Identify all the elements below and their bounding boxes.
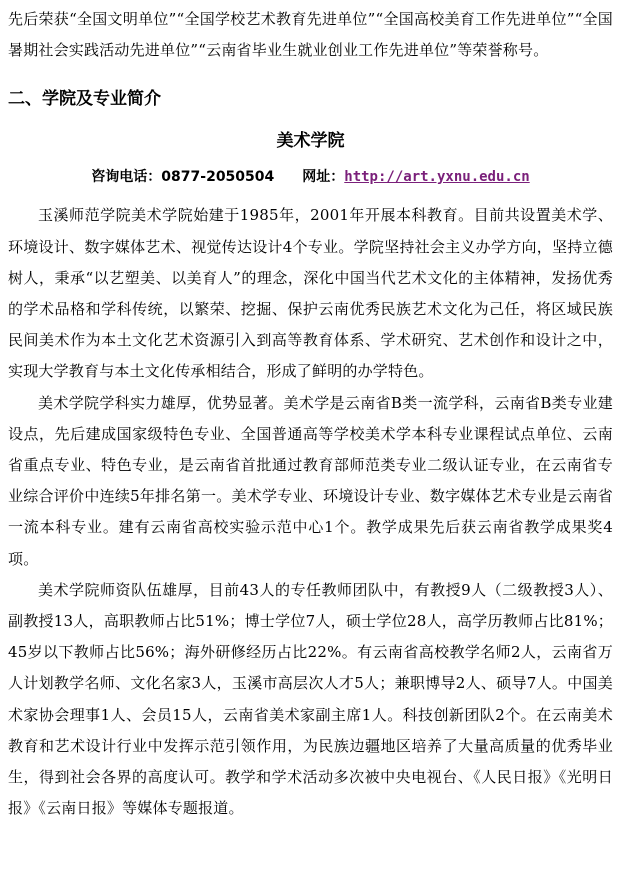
website-link[interactable]: http://art.yxnu.edu.cn bbox=[344, 169, 530, 186]
contact-line bbox=[8, 164, 613, 190]
college-paragraph-2: 美术学院学科实力雄厚，优势显著。美术学是云南省B类一流学科，云南省B类专业建设点，先后建成国家级特色专业、全国普通高等学校美术学本科专业课程试点单位、云南省重点专业、特色专业，是云南省首批通过教育部师范类专业二级认证专业，在云南省专业综合评价中连续5年排名第一。美术学专业、环境设计专业、数字媒体艺术专业是云南省一流本科专业。建有云南省高校实验示范中心1个。教学成果先后获云南省教学成果奖4项。 bbox=[8, 393, 613, 568]
college-paragraph-3: 美术学院师资队伍雄厚，目前43人的专任教师团队中，有教授9人（二级教授3人）、副教授13人，高职教师占比51%；博士学位7人，硕士学位28人，高学历教师占比81%；45岁以下教师占比56%；海外研修经历占比22%。有云南省高校教学名师2人，云南省万人计划教学名师、文化名家3人，玉溪市高层次人才5人；兼职博导2人、硕导7人。中国美术家协会理事1人、会员15人，云南省美术家副主席1人。科技创新团队2个。在云南美术教育和艺术设计行业中发挥示范引领作用，为民族边疆地区培养了大量高质量的优秀毕业生，得到社会各界的高度认可。教学和学术活动多次被中央电视台、《人民日报》《光明日报》《云南日报》等媒体专题报道。 bbox=[8, 580, 613, 818]
phone-label: 咨询电话： bbox=[91, 169, 162, 186]
intro-paragraph: 先后荣获“全国文明单位”“全国学校艺术教育先进单位”“全国高校美育工作先进单位”“全国暑期社会实践活动先进单位”“云南省毕业生就业创业工作先进单位”等荣誉称号。 bbox=[8, 10, 613, 60]
college-paragraph-1: 玉溪师范学院美术学院始建于1985年，2001年开展本科教育。目前共设置美术学、环境设计、数字媒体艺术、视觉传达设计4个专业。学院坚持社会主义办学方向，坚持立德树人，秉承“以艺塑美、以美育人”的理念，深化中国当代艺术文化的主体精神，发扬优秀的学术品格和学科传统，以繁荣、挖掘、保护云南优秀民族艺术文化为己任，将区域民族民间美术作为本土文化艺术资源引入到高等教育体系、学术研究、艺术创作和设计之中，实现大学教育与本土文化传承相结合，形成了鲜明的办学特色。 bbox=[8, 206, 613, 381]
section-heading: 二、学院及专业简介 bbox=[8, 89, 161, 110]
phone-number: 0877-2050504 bbox=[161, 169, 275, 186]
website-label: 网址： bbox=[302, 169, 345, 186]
college-title: 美术学院 bbox=[276, 131, 345, 152]
